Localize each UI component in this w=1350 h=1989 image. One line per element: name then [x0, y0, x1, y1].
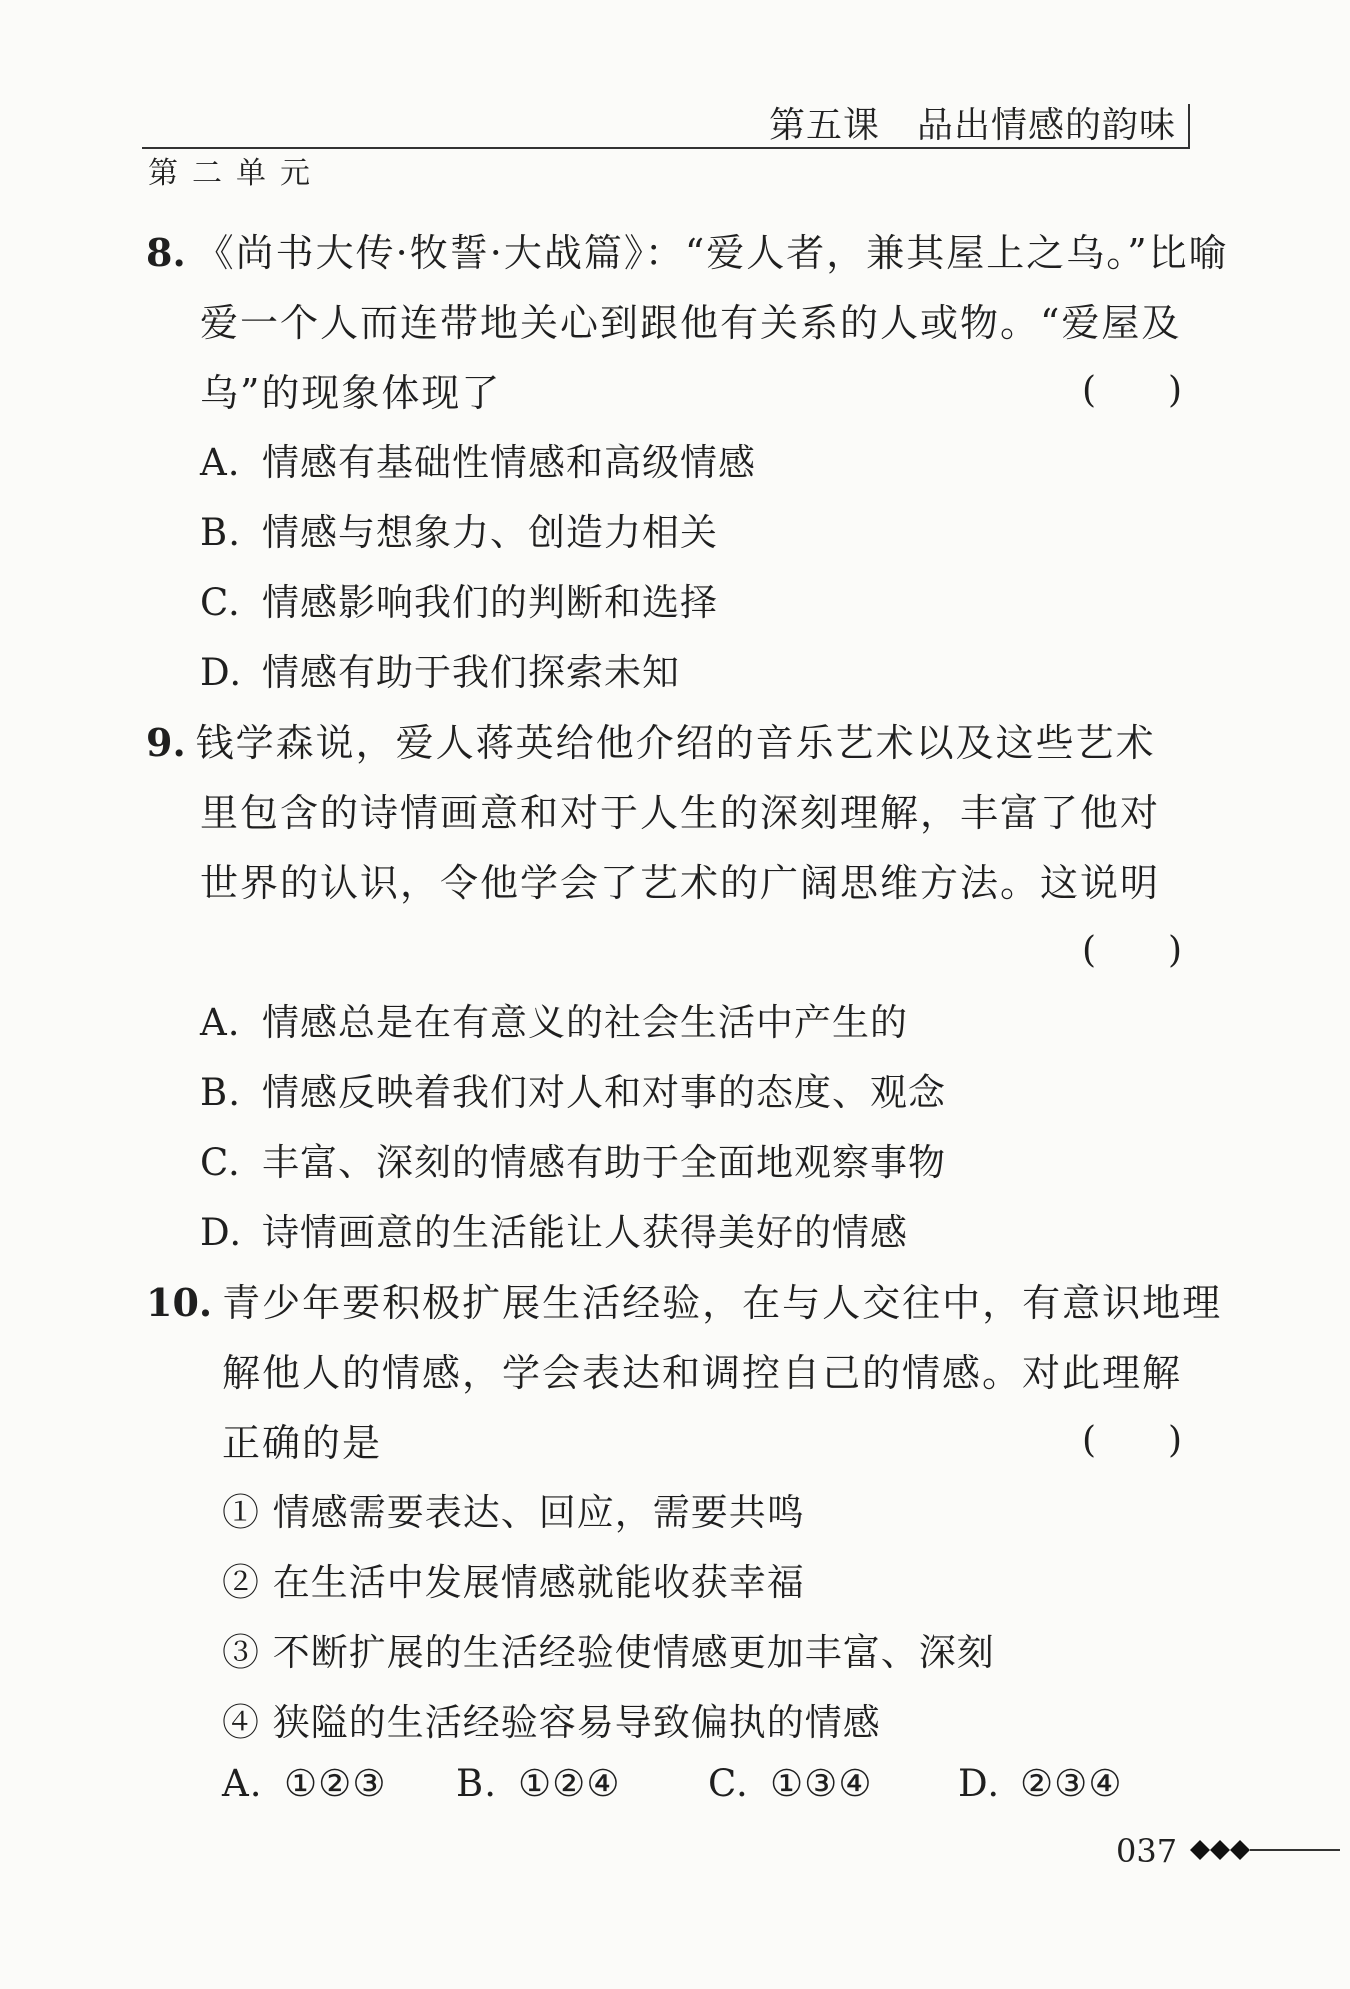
answer-bracket[interactable]: ( ) [1082, 370, 1183, 411]
option-a[interactable]: A. 情感有基础性情感和高级情感 [200, 441, 756, 484]
question-number: 8. [146, 230, 186, 275]
option-d[interactable]: D. ②③④ [958, 1762, 1123, 1805]
question-8-line-3: 乌”的现象体现了 [200, 371, 502, 415]
option-b[interactable]: B. 情感反映着我们对人和对事的态度、观念 [200, 1071, 946, 1114]
question-10-line-3: 正确的是 [222, 1421, 383, 1465]
option-a[interactable]: A. ①②③ [222, 1762, 387, 1805]
answer-bracket[interactable]: ( ) [1082, 1420, 1183, 1461]
lesson-title: 第五课 品出情感的韵味 [769, 104, 1190, 148]
option-d[interactable]: D. 诗情画意的生活能让人获得美好的情感 [200, 1211, 908, 1254]
statement-2: ② 在生活中发展情感就能收获幸福 [222, 1561, 805, 1604]
question-10-line-1: 10. 青少年要积极扩展生活经验，在与人交往中，有意识地理 [146, 1280, 1223, 1325]
answer-bracket[interactable]: ( ) [1082, 930, 1183, 971]
option-a[interactable]: A. 情感总是在有意义的社会生活中产生的 [200, 1001, 908, 1044]
option-c[interactable]: C. 情感影响我们的判断和选择 [200, 581, 718, 624]
question-9-line-1: 9. 钱学森说，爱人蒋英给他介绍的音乐艺术以及这些艺术 [146, 720, 1156, 765]
diamond-ornament-icon [1190, 1838, 1340, 1862]
option-c[interactable]: C. 丰富、深刻的情感有助于全面地观察事物 [200, 1141, 946, 1184]
statement-1: ① 情感需要表达、回应，需要共鸣 [222, 1491, 805, 1534]
statement-4: ④ 狭隘的生活经验容易导致偏执的情感 [222, 1701, 881, 1744]
question-8-line-2: 爱一个人而连带地关心到跟他有关系的人或物。“爱屋及 [200, 301, 1182, 345]
question-number: 10. [146, 1280, 213, 1325]
option-d[interactable]: D. 情感有助于我们探索未知 [200, 651, 680, 694]
unit-label: 第二单元 [148, 156, 324, 191]
question-9-line-2: 里包含的诗情画意和对于人生的深刻理解，丰富了他对 [200, 791, 1161, 835]
statement-3: ③ 不断扩展的生活经验使情感更加丰富、深刻 [222, 1631, 995, 1674]
question-8-line-1: 8. 《尚书大传·牧誓·大战篇》：“爱人者，兼其屋上之乌。”比喻 [146, 230, 1229, 275]
option-c[interactable]: C. ①③④ [708, 1762, 873, 1805]
question-number: 9. [146, 720, 186, 765]
option-b[interactable]: B. 情感与想象力、创造力相关 [200, 511, 718, 554]
option-b[interactable]: B. ①②④ [456, 1762, 621, 1805]
page-number: 037 [1116, 1832, 1178, 1870]
question-10-line-2: 解他人的情感，学会表达和调控自己的情感。对此理解 [222, 1351, 1183, 1395]
question-9-line-3: 世界的认识，令他学会了艺术的广阔思维方法。这说明 [200, 861, 1161, 905]
